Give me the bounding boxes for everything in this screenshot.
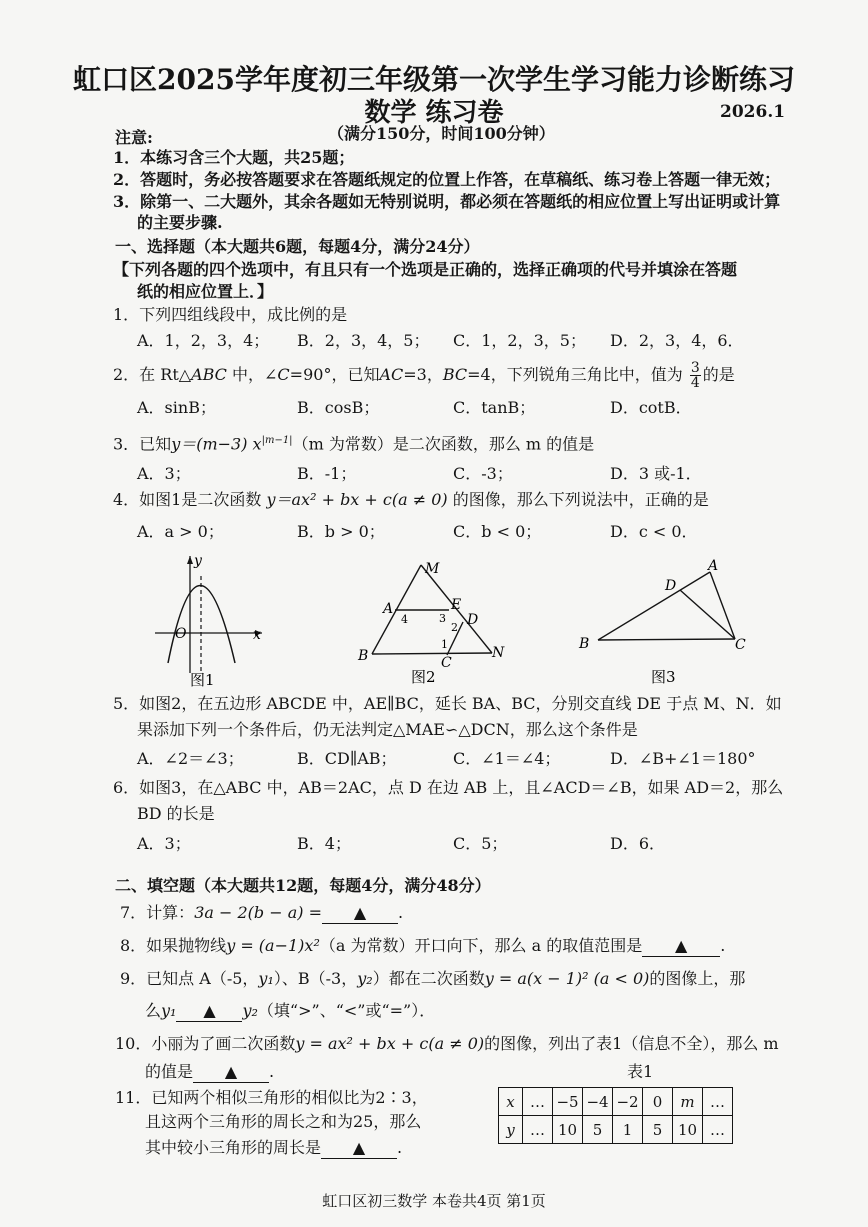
q2-option-c: C．tanB； <box>453 398 536 417</box>
exam-title: 虹口区2025学年度初三年级第一次学生学习能力诊断练习 <box>73 63 795 96</box>
q3-stem: 3．已知y＝(m−3) $x^{|m-1|}(m$ 为常数）是二次函数，那么 m 的值是 <box>113 434 595 454</box>
fig3-label-d: D <box>665 578 677 594</box>
fig2-label-n: N <box>492 645 505 661</box>
q10-line-1: 10．小丽为了画二次函数y = ax² + bx + c(a ≠ 0)的图像，列出了表1（信息不全），那么 m <box>115 1034 779 1053</box>
table-cell: m <box>673 1088 703 1116</box>
q11-line-3: 其中较小三角形的周长是 ▲ . <box>145 1138 403 1157</box>
fig2-angle-4: 4 <box>401 613 408 626</box>
fig2-angle-2: 2 <box>451 621 458 634</box>
table-cell: 5 <box>643 1116 673 1144</box>
fig3-label-a: A <box>708 558 719 574</box>
fig3-line-ba <box>598 572 710 640</box>
figure-2 <box>355 552 520 689</box>
fig2-label-e: E <box>451 597 462 613</box>
q2-stem: 2．在 Rt△ABC 中，∠C=90°，已知AC=3，BC=4，下列锐角三角比中，值为 $\frac{3}{4}$ 的是 <box>113 360 735 391</box>
section1-heading: 一、选择题（本大题共6题，每题4分，满分24分） <box>115 237 480 256</box>
page-footer: 虹口区初三数学 本卷共4页 第1页 <box>322 1192 546 1210</box>
q2-option-b: B．cosB； <box>297 398 380 417</box>
notice-label: 注意: <box>115 128 153 147</box>
q9-line-1: 9．已知点 A（-5，y₁）、B（-3，y₂）都在二次函数y = a(x − 1)² (a < 0)的图像上，那 <box>120 969 746 988</box>
q3-expression: y＝(m−3) x <box>171 434 262 454</box>
exam-subtitle: 数学 练习卷 <box>364 98 504 128</box>
table-cell: … <box>703 1116 733 1144</box>
q1-option-a: A．1，2，3，4； <box>137 331 270 350</box>
fig2-angle-3: 3 <box>439 612 446 625</box>
q4-expression: y＝ax² + bx + c(a ≠ 0) <box>266 490 448 509</box>
notice-item-3: 3．除第一、二大题外，其余各题如无特别说明，都必须在答题纸的相应位置上写出证明或计算 <box>113 192 781 211</box>
q5-option-d: D．∠B+∠1＝180° <box>610 749 756 768</box>
exam-date: 2026.1 <box>720 102 786 122</box>
fig1-label-y: y <box>194 553 202 569</box>
fig1-label-o: O <box>175 626 187 642</box>
q5-option-b: B．CD∥AB； <box>297 749 397 768</box>
fig2-label-c: C <box>441 655 452 671</box>
q3-option-b: B．-1； <box>297 464 357 483</box>
table-cell: 0 <box>643 1088 673 1116</box>
q4-option-b: B．b > 0； <box>297 522 385 541</box>
q6-option-a: A．3； <box>137 834 191 853</box>
table-row <box>499 1088 733 1116</box>
table-1 <box>498 1087 733 1144</box>
q10-line-2: 的值是 ▲ . <box>145 1062 275 1081</box>
section1-instruction-2: 纸的相应位置上．】 <box>137 282 274 301</box>
fig3-caption: 图3 <box>651 668 676 686</box>
fig2-label-b: B <box>358 648 369 664</box>
q11-line-1: 11．已知两个相似三角形的相似比为2∶3， <box>115 1088 428 1107</box>
q7-answer-blank[interactable]: ▲ <box>322 903 398 924</box>
table-cell: −4 <box>583 1088 613 1116</box>
q3-option-d: D．3 或-1． <box>610 464 702 483</box>
q9-expression: y = a(x − 1)² (a < 0) <box>484 969 650 988</box>
fig2-angle-1: 1 <box>441 638 448 651</box>
q1-stem: 1．下列四组线段中，成比例的是 <box>113 305 348 324</box>
table1-caption: 表1 <box>627 1062 654 1081</box>
notice-item-1: 1．本练习含三个大题，共25题； <box>113 148 355 167</box>
q8-answer-blank[interactable]: ▲ <box>642 936 720 957</box>
q5-option-a: A．∠2＝∠3； <box>137 749 244 768</box>
q7-expression: 3a − 2(b − a) = <box>194 903 322 922</box>
q4-option-d: D．c < 0． <box>610 522 698 541</box>
table-cell: −5 <box>553 1088 583 1116</box>
fig1-caption: 图1 <box>190 671 215 689</box>
q7: 7．计算：3a − 2(b − a) = ▲ . <box>120 903 404 922</box>
table-cell: x <box>499 1088 523 1116</box>
q1-option-d: D．2，3，4，6． <box>610 331 744 350</box>
fig2-label-a: A <box>383 601 394 617</box>
q6-option-d: D．6． <box>610 834 666 853</box>
notice-meta: （满分150分，时间100分钟） <box>328 124 555 143</box>
table-cell: … <box>703 1088 733 1116</box>
table-cell: 10 <box>553 1116 583 1144</box>
q10-answer-blank[interactable]: ▲ <box>193 1062 269 1083</box>
fig3-line-bc <box>598 639 735 640</box>
q3-option-a: A．3； <box>137 464 191 483</box>
q6-option-b: B．4； <box>297 834 351 853</box>
section2-heading: 二、填空题（本大题共12题，每题4分，满分48分） <box>115 876 491 895</box>
q1-option-b: B．2，3，4，5； <box>297 331 430 350</box>
q6-option-c: C．5； <box>453 834 508 853</box>
table-cell: −2 <box>613 1088 643 1116</box>
fig2-caption: 图2 <box>411 668 436 686</box>
q8-expression: y = (a−1)x² <box>226 936 320 955</box>
q11-line-2: 且这两个三角形的周长之和为25，那么 <box>145 1112 422 1131</box>
q6-line-1: 6．如图3，在△ABC 中，AB＝2AC，点 D 在边 AB 上，且∠ACD＝∠B，如果 AD＝2，那么 <box>113 778 784 797</box>
fig2-label-d: D <box>467 612 479 628</box>
q9-line-2: 么y₁ ▲ y₂（填“>”、“<”或“=”）． <box>145 1001 436 1020</box>
q1-option-c: C．1，2，3，5； <box>453 331 586 350</box>
fig1-label-x: x <box>253 627 261 643</box>
fig3-line-dc <box>680 590 735 639</box>
fig2-label-m: M <box>425 561 440 577</box>
q9-answer-blank[interactable]: ▲ <box>176 1001 242 1022</box>
fig3-label-b: B <box>579 636 590 652</box>
notice-item-2: 2．答题时，务必按答题要求在答题纸规定的位置上作答，在草稿纸、练习卷上答题一律无效； <box>113 170 781 189</box>
figure-3 <box>575 555 760 689</box>
table-cell: 5 <box>583 1116 613 1144</box>
table-cell: y <box>499 1116 523 1144</box>
notice-item-3-cont: 的主要步骤. <box>137 213 223 232</box>
q5-line-2: 果添加下列一个条件后，仍无法判定△MAE∽△DCN，那么这个条件是 <box>137 720 638 739</box>
table-cell: 1 <box>613 1116 643 1144</box>
q3-option-c: C．-3； <box>453 464 513 483</box>
fig3-line-ac <box>710 572 735 639</box>
figure-1 <box>150 548 280 693</box>
table-row <box>499 1116 733 1144</box>
q2-fraction: $\frac{3}{4}$ <box>690 360 700 391</box>
q4-stem: 4．如图1是二次函数 y＝ax² + bx + c(a ≠ 0) 的图像，那么下列说法中，正确的是 <box>113 490 709 509</box>
q4-option-c: C．b < 0； <box>453 522 542 541</box>
q2-option-d: D．cotB． <box>610 398 692 417</box>
q4-option-a: A．a > 0； <box>137 522 224 541</box>
q11-answer-blank[interactable]: ▲ <box>321 1138 397 1159</box>
q6-line-2: BD 的长是 <box>137 804 215 823</box>
fig3-label-c: C <box>735 637 746 653</box>
q10-expression: y = ax² + bx + c(a ≠ 0) <box>295 1034 485 1053</box>
table-cell: … <box>523 1088 553 1116</box>
fig2-line-bn <box>372 653 492 654</box>
section1-instruction-1: 【下列各题的四个选项中，有且只有一个选项是正确的，选择正确项的代号并填涂在答题 <box>113 260 738 279</box>
q8: 8．如果抛物线y = (a−1)x²（a 为常数）开口向下，那么 a 的取值范围是 ▲ . <box>120 936 726 955</box>
q5-line-1: 5．如图2，在五边形 ABCDE 中，AE∥BC，延长 BA、BC，分别交直线 DE 于点 M、N．如 <box>113 694 782 713</box>
table-cell: … <box>523 1116 553 1144</box>
q2-option-a: A．sinB； <box>137 398 216 417</box>
q5-option-c: C．∠1＝∠4； <box>453 749 561 768</box>
table-cell: 10 <box>673 1116 703 1144</box>
